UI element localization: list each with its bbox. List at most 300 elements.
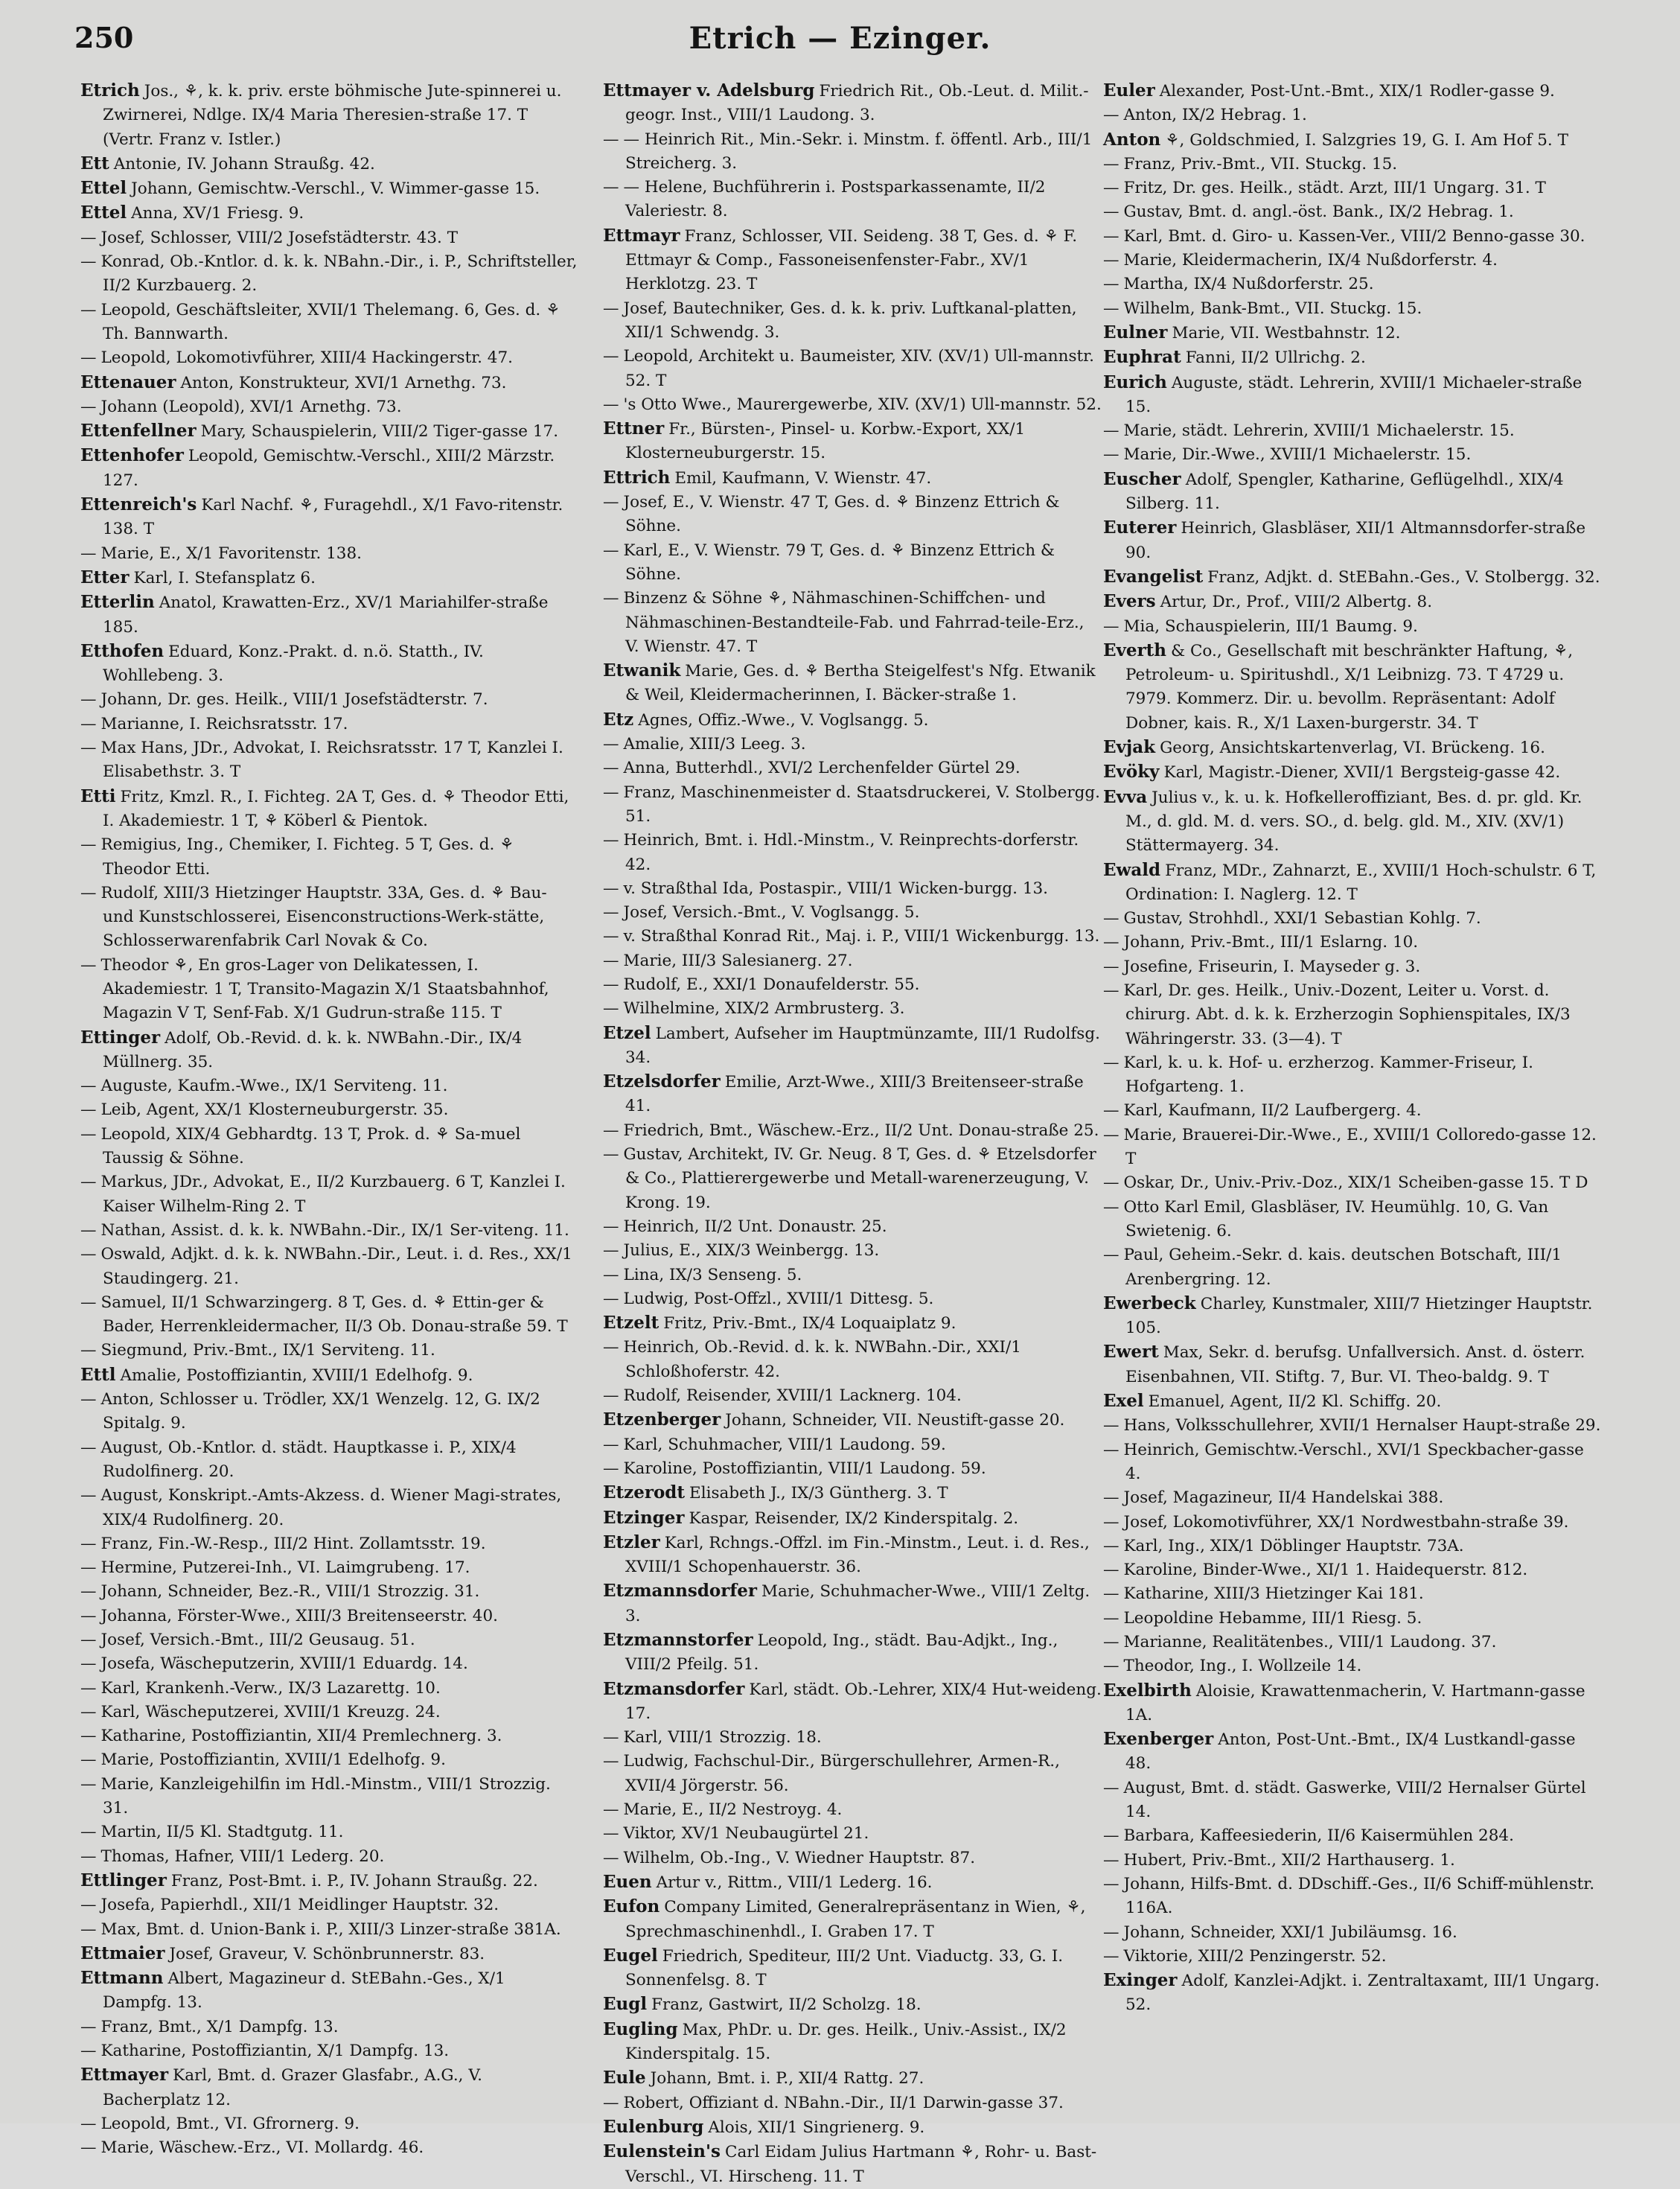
entry-text: Fritz, Priv.-Bmt., IX/4 Loquaiplatz 9.: [663, 1314, 956, 1334]
entry-dash: —: [1103, 1512, 1120, 1532]
directory-entry: [80, 1966, 579, 2016]
directory-entry: [1103, 565, 1602, 590]
entry-text: Eduard, Konz.-Prakt. d. n.ö. Statth., IV. Wohllebeng. 3.: [103, 642, 484, 686]
entry-text: v. Straßthal Konrad Rit., Maj. i. P., VIII/1 Wickenburgg. 13.: [623, 927, 1100, 946]
directory-entry: [1103, 419, 1602, 443]
entry-dash: —: [80, 1823, 97, 1842]
entry-text: Josefine, Friseurin, I. Mayseder g. 3.: [1123, 957, 1421, 976]
directory-entry: [1103, 1873, 1602, 1921]
entry-text: Anatol, Krawatten-Erz., XV/1 Mariahilfer-straße 185.: [103, 593, 549, 637]
entry-text: Franz, Maschinenmeister d. Staatsdruckerei, V. Stolbergg. 51.: [623, 783, 1100, 826]
entry-surname: Etzerodt: [603, 1482, 686, 1503]
entry-text: Franz, Gastwirt, II/2 Scholzg. 18.: [651, 1995, 922, 2015]
entry-dash: —: [80, 1654, 97, 1674]
directory-entry: [1103, 590, 1602, 614]
directory-entry: [603, 997, 1102, 1021]
entry-text: Johann, Schneider, Bez.-R., VIII/1 Strozzig. 31.: [100, 1582, 480, 1602]
entry-dash: —: [80, 1100, 97, 1120]
entry-dash: —: [1103, 1440, 1120, 1459]
entry-dash: —: [80, 835, 97, 855]
entry-dash: —: [80, 252, 97, 272]
entry-dash: —: [603, 178, 619, 197]
entry-text: Fanni, II/2 Ullrichg. 2.: [1185, 348, 1366, 368]
entry-surname: Ettenauer: [80, 372, 176, 392]
entry-text: Karoline, Postoffiziantin, VIII/1 Laudong. 59.: [623, 1459, 986, 1478]
entry-dash: —: [603, 130, 619, 149]
directory-entry: [80, 1918, 579, 1942]
entry-text: Rudolf, XIII/3 Hietzinger Hauptstr. 33A, Ges. d. ⚘ Bau- und Kunstschlosserei, Eisenconstructions-Werk-stätte, Schlosserwarenfabrik Carl Novak & Co.: [100, 883, 547, 951]
directory-entry: [1103, 1243, 1602, 1292]
entry-text: Amalie, XIII/3 Leeg. 3.: [623, 735, 806, 754]
directory-entry: [1103, 79, 1602, 103]
entry-text: Viktorie, XIII/2 Penzingerstr. 52.: [1123, 1946, 1387, 1966]
entry-text: Friedrich Rit., Ob.-Leut. d. Milit.-geogr. Inst., VIII/1 Laudong. 3.: [625, 82, 1089, 125]
entry-surname: Ettmann: [80, 1968, 164, 1989]
directory-entry: [80, 79, 579, 152]
entry-dash: —: [80, 1534, 97, 1553]
directory-entry: [80, 1580, 579, 1604]
entry-text: Karl, städt. Ob.-Lehrer, XIX/4 Hut-weideng. 17.: [625, 1680, 1102, 1723]
entry-text: Charley, Kunstmaler, XIII/7 Hietzinger Hauptstr. 105.: [1125, 1294, 1593, 1338]
entry-text: Leopold, Bmt., VI. Gfrornerg. 9.: [100, 2114, 360, 2133]
entry-dash: —: [603, 2093, 619, 2112]
entry-text: Otto Karl Emil, Glasbläser, IV. Heumühlg. 10, G. Van Swietenig. 6.: [1123, 1197, 1549, 1240]
entry-text: August, Ob.-Kntlor. d. städt. Hauptkasse i. P., XIX/4 Rudolfinerg. 20.: [100, 1438, 517, 1481]
directory-entry: [80, 1532, 579, 1556]
directory-entry: [80, 1677, 579, 1701]
directory-entry: [80, 346, 579, 370]
directory-entry: [603, 1215, 1102, 1239]
directory-entry: [1103, 1607, 1602, 1631]
entry-text: Katharine, Postoffiziantin, X/1 Dampfg. 13.: [100, 2042, 450, 2061]
entry-text: Josef, Versich.-Bmt., III/2 Geusaug. 51.: [100, 1631, 415, 1649]
entry-dash: —: [603, 927, 619, 946]
entry-text: Johann, Dr. ges. Heilk., VIII/1 Josefstädterstr. 7.: [100, 690, 488, 710]
entry-surname: Ettner: [603, 418, 665, 439]
entry-text: Theodor ⚘, En gros-Lager von Delikatessen, I. Akademiestr. 1 T, Transito-Magazin X/1 Staatsbahnhof, Magazin V T, Senf-Fab. X/1 Gudrun-straße 115. T: [100, 955, 549, 1023]
entry-surname: Ettinger: [80, 1027, 161, 1048]
entry-dash: —: [80, 1606, 97, 1625]
entry-surname: Ettenhofer: [80, 445, 184, 466]
entry-dash: —: [1103, 933, 1120, 952]
directory-entry: [80, 1026, 579, 1075]
entry-dash: —: [80, 1702, 97, 1721]
entry-surname: Evangelist: [1103, 566, 1204, 587]
directory-entry: [603, 949, 1102, 973]
directory-entry: [1103, 1196, 1602, 1244]
entry-dash: —: [1103, 1416, 1120, 1436]
entry-dash: —: [80, 1293, 97, 1312]
entry-text: Max, Bmt. d. Union-Bank i. P., XIII/3 Linzer-straße 381A.: [100, 1919, 561, 1939]
entry-text: Samuel, II/1 Schwarzingerg. 8 T, Ges. d. ⚘ Ettin-ger & Bader, Herrenkleidermacher, II/3 Ob. Donau-straße 59. T: [100, 1293, 568, 1336]
entry-text: Josef, Bautechniker, Ges. d. k. k. priv. Luftkanal-platten, XII/1 Schwendg. 3.: [623, 299, 1077, 342]
entry-surname: Ettmaier: [80, 1943, 165, 1963]
entry-text: Karl, E., V. Wienstr. 79 T, Ges. d. ⚘ Binzenz Ettrich & Söhne.: [623, 541, 1055, 584]
entry-text: Marie, E., X/1 Favoritenstr. 138.: [100, 544, 362, 563]
entry-surname: Eulenstein's: [603, 2141, 721, 2162]
entry-text: Aloisie, Krawattenmacherin, V. Hartmann-gasse 1A.: [1125, 1681, 1585, 1724]
directory-entry: [603, 587, 1102, 659]
entry-text: Max Hans, JDr., Advokat, I. Reichsratsstr. 17 T, Kanzlei I. Elisabethstr. 3. T: [100, 739, 563, 782]
directory-entry: [80, 2136, 579, 2160]
directory-entry: [1103, 443, 1602, 467]
entry-text: Fritz, Kmzl. R., I. Fichteg. 2A T, Ges. d. ⚘ Theodor Etti, I. Akademiestr. 1 T, ⚘ Köberl & Pientok.: [103, 787, 569, 830]
entry-text: Adolf, Spengler, Katharine, Geflügelhdl., XIX/4 Silberg. 11.: [1125, 470, 1564, 514]
entry-text: Karl, Kaufmann, II/2 Laufbergerg. 4.: [1123, 1101, 1422, 1121]
directory-entry: [603, 1457, 1102, 1481]
directory-entry: [603, 224, 1102, 297]
directory-entry: [80, 2063, 579, 2112]
entry-text: Auguste, Kaufm.-Wwe., IX/1 Serviteng. 11.: [100, 1077, 448, 1096]
entry-text: Markus, JDr., Advokat, E., II/2 Kurzbauerg. 6 T, Kanzlei I. Kaiser Wilhelm-Ring 2. T: [100, 1173, 566, 1216]
entry-surname: Ettlinger: [80, 1870, 167, 1890]
directory-entry: [80, 1845, 579, 1869]
entry-text: Martin, II/5 Kl. Stadtgutg. 11.: [100, 1823, 344, 1842]
entry-surname: Ewert: [1103, 1342, 1159, 1363]
entry-text: Martha, IX/4 Nußdorferstr. 25.: [1123, 275, 1374, 294]
directory-entry: [80, 176, 579, 201]
entry-dash: —: [1103, 1125, 1120, 1144]
entry-text: Heinrich, Ob.-Revid. d. k. k. NWBahn.-Dir., XXI/1 Schloßhoferstr. 42.: [623, 1338, 1021, 1381]
entry-dash: —: [80, 1341, 97, 1360]
directory-entry: [603, 1408, 1102, 1433]
entry-text: Josef, Graveur, V. Schönbrunnerstr. 83.: [169, 1944, 485, 1963]
entry-dash: —: [80, 1220, 97, 1240]
entry-text: Viktor, XV/1 Neubaugürtel 21.: [623, 1824, 869, 1844]
entry-dash: —: [603, 1824, 619, 1844]
entry-text: Binzenz & Söhne ⚘, Nähmaschinen-Schiffchen- und Nähmaschinen-Bestandteile-Fab. und Fahrrad-teile-Erz., V. Wienstr. 47. T: [623, 589, 1085, 656]
entry-surname: Etz: [603, 709, 634, 730]
directory-entry: [1103, 907, 1602, 931]
entry-dash: —: [80, 1245, 97, 1264]
entry-surname: Etter: [80, 567, 130, 587]
entry-text: Ludwig, Post-Offzl., XVIII/1 Dittesg. 5.: [623, 1289, 934, 1308]
entry-text: Friedrich, Spediteur, III/2 Unt. Viaductg. 33, G. I. Sonnenfelsg. 8. T: [625, 1946, 1064, 1990]
entry-text: Ludwig, Fachschul-Dir., Bürgerschullehrer, Armen-R., XVII/4 Jörgerstr. 56.: [623, 1752, 1060, 1795]
entry-surname: Etzmannstorfer: [603, 1630, 753, 1650]
entry-text: Franz, Schlosser, VII. Seideng. 38 T, Ges. d. ⚘ F. Ettmayr & Comp., Fassoneisenfenster-Fabr., XV/1 Herklotzg. 23. T: [625, 226, 1078, 294]
entry-text: Franz, Priv.-Bmt., VII. Stuckg. 15.: [1123, 154, 1398, 173]
directory-entry: [80, 152, 579, 176]
entry-text: Amalie, Postoffiziantin, XVIII/1 Edelhofg. 9.: [120, 1366, 473, 1385]
entry-text: Johann, Hilfs-Bmt. d. DDschiff.-Ges., II/6 Schiff-mühlenstr. 116A.: [1123, 1874, 1595, 1918]
entry-dash: —: [603, 589, 619, 608]
entry-dash: —: [603, 903, 619, 923]
directory-entry: [80, 785, 579, 834]
directory-entry: [80, 1748, 579, 1772]
directory-entry: [80, 1170, 579, 1219]
entry-dash: —: [603, 879, 619, 898]
directory-entry: [1103, 1389, 1602, 1414]
entry-dash: —: [603, 1459, 619, 1478]
directory-entry: [603, 733, 1102, 756]
entry-dash: —: [80, 1847, 97, 1866]
directory-entry: [80, 954, 579, 1026]
directory-entry: [603, 1870, 1102, 1895]
entry-dash: —: [1103, 251, 1120, 270]
directory-entry: [603, 2066, 1102, 2091]
entry-dash: —: [603, 541, 619, 560]
directory-entry: [603, 925, 1102, 949]
entry-text: Wilhelm, Bank-Bmt., VII. Stuckg. 15.: [1123, 299, 1422, 318]
entry-surname: Ettmayer: [80, 2065, 169, 2086]
directory-entry: [80, 2039, 579, 2063]
entry-text: Marie, städt. Lehrerin, XVIII/1 Michaelerstr. 15.: [1123, 421, 1515, 441]
directory-entry: [1103, 1921, 1602, 1945]
entry-dash: —: [80, 1124, 97, 1144]
directory-entry: [1103, 249, 1602, 273]
entry-text: Josef, Schlosser, VIII/2 Josefstädterstr. 43. T: [100, 228, 459, 247]
entry-text: Marie, Schuhmacher-Wwe., VIII/1 Zeltg. 3.: [625, 1582, 1090, 1625]
entry-dash: —: [603, 735, 619, 754]
entry-text: Remigius, Ing., Chemiker, I. Fichteg. 5 T, Ges. d. ⚘ Theodor Etti.: [100, 835, 514, 879]
directory-entry: [1103, 345, 1602, 370]
entry-text: Katharine, Postoffiziantin, XII/4 Premlechnerg. 3.: [100, 1727, 502, 1746]
directory-entry: [603, 79, 1102, 128]
entry-dash: —: [603, 951, 619, 970]
entry-text: Karl, Bmt. d. Grazer Glasfabr., A.G., V. Bacherplatz 12.: [103, 2066, 482, 2109]
entry-surname: Evjak: [1103, 737, 1156, 758]
directory-entry: [603, 1287, 1102, 1311]
entry-dash: —: [80, 1582, 97, 1602]
entry-text: ⚘, Goldschmied, I. Salzgries 19, G. I. Am Hof 5. T: [1165, 130, 1568, 150]
entry-dash: —: [80, 1750, 97, 1770]
entry-text: Katharine, XIII/3 Hietzinger Kai 181.: [1123, 1584, 1424, 1604]
entry-text: August, Bmt. d. städt. Gaswerke, VIII/2 Hernalser Gürtel 14.: [1123, 1778, 1586, 1822]
directory-entry: [603, 1311, 1102, 1336]
directory-entry: [80, 1098, 579, 1122]
entry-dash: —: [1103, 1826, 1120, 1846]
entry-text: Robert, Offiziant d. NBahn.-Dir., II/1 Darwin-gasse 37.: [623, 2093, 1064, 2112]
directory-entry: [603, 1798, 1102, 1822]
directory-entry: [1103, 153, 1602, 176]
entry-dash: —: [603, 1752, 619, 1771]
directory-entry: [1103, 516, 1602, 565]
entry-surname: Ettel: [80, 203, 127, 223]
entry-text: Leopold, Lokomotivführer, XIII/4 Hackingerstr. 47.: [100, 348, 513, 368]
entry-text: Karl, k. u. k. Hof- u. erzherzog. Kammer-Friseur, I. Hofgarteng. 1.: [1123, 1053, 1533, 1097]
entry-surname: Ettenreich's: [80, 494, 197, 515]
directory-entry: [1103, 371, 1602, 420]
directory-entry: [80, 2016, 579, 2039]
directory-entry: [1103, 1535, 1602, 1558]
entry-text: Alexander, Post-Unt.-Bmt., XIX/1 Rodler-gasse 9.: [1159, 82, 1555, 101]
entry-surname: Ettmayr: [603, 225, 680, 246]
directory-entry: [603, 393, 1102, 417]
directory-entry: [603, 1847, 1102, 1870]
entry-surname: Etti: [80, 786, 116, 806]
directory-entry: [603, 1822, 1102, 1846]
entry-dash: —: [603, 1386, 619, 1406]
directory-entry: [603, 2115, 1102, 2140]
entry-text: Karl, Krankenh.-Verw., IX/3 Lazarettg. 10.: [100, 1678, 441, 1698]
directory-entry: [1103, 128, 1602, 153]
entry-text: Johanna, Förster-Wwe., XIII/3 Breitenseerstr. 40.: [100, 1606, 499, 1625]
entry-text: Heinrich, Glasbläser, XII/1 Altmannsdorfer-straße 90.: [1125, 519, 1586, 562]
directory-entry: [1103, 1438, 1602, 1487]
entry-text: Leopold, Ing., städt. Bau-Adjkt., Ing., VIII/2 Pfeilg. 51.: [625, 1631, 1058, 1675]
entry-text: Marie, III/3 Salesianerg. 27.: [623, 951, 853, 970]
entry-dash: —: [1103, 1922, 1120, 1942]
entry-dash: —: [80, 1631, 97, 1649]
directory-entry: [80, 1484, 579, 1532]
entry-text: Rudolf, Reisender, XVIII/1 Lacknerg. 104.: [623, 1386, 962, 1406]
entry-surname: Etzelt: [603, 1313, 659, 1334]
directory-entry: [80, 1701, 579, 1724]
entry-surname: Eule: [603, 2068, 646, 2088]
directory-entry: [80, 882, 579, 954]
entry-text: Johann, Gemischtw.-Verschl., V. Wimmer-gasse 15.: [131, 179, 540, 199]
entry-surname: Etterlin: [80, 592, 155, 613]
entry-dash: —: [80, 955, 97, 975]
entry-dash: —: [603, 831, 619, 850]
entry-dash: —: [1103, 179, 1120, 198]
entry-dash: —: [603, 1728, 619, 1747]
entry-text: v. Straßthal Ida, Postaspir., VIII/1 Wicken-burgg. 13.: [623, 879, 1049, 898]
entry-dash: —: [1103, 616, 1120, 636]
entry-dash: —: [80, 544, 97, 563]
entry-dash: —: [603, 1289, 619, 1308]
entry-surname: Eurich: [1103, 372, 1167, 392]
directory-entry: [80, 1605, 579, 1628]
directory-entry: [1103, 858, 1602, 908]
directory-entry: [603, 491, 1102, 539]
entry-dash: —: [80, 714, 97, 733]
entry-text: 's Otto Wwe., Maurergewerbe, XIV. (XV/1) Ull-mannstr. 52.: [623, 395, 1102, 414]
entry-dash: —: [80, 2114, 97, 2133]
directory-entry: [603, 973, 1102, 997]
directory-entry: [1103, 1777, 1602, 1825]
directory-entry: [603, 1677, 1102, 1727]
entry-text: Franz, MDr., Zahnarzt, E., XVIII/1 Hoch-schulstr. 6 T, Ordination: I. Naglerg. 12. T: [1125, 861, 1597, 904]
entry-dash: —: [1103, 226, 1120, 246]
directory-entry: [80, 1724, 579, 1748]
entry-dash: —: [603, 783, 619, 802]
entry-text: Johann, Bmt. i. P., XII/4 Rattg. 27.: [650, 2069, 924, 2088]
entry-surname: Etwanik: [603, 660, 681, 681]
directory-entry: [1103, 321, 1602, 345]
entry-text: Carl Eidam Julius Hartmann ⚘, Rohr- u. Bast-Verschl., VI. Hirscheng. 11. T: [625, 2143, 1097, 2186]
running-title: Etrich — Ezinger.: [689, 21, 991, 56]
entry-dash: —: [80, 300, 97, 319]
directory-entry: [603, 1119, 1102, 1143]
entry-text: Hans, Volksschullehrer, XVII/1 Hernalser Haupt-straße 29.: [1123, 1416, 1601, 1436]
entry-text: Heinrich, II/2 Unt. Donaustr. 25.: [623, 1217, 887, 1236]
directory-entry: [1103, 1340, 1602, 1389]
entry-text: Adolf, Kanzlei-Adjkt. i. Zentraltaxamt, III/1 Ungarg. 52.: [1125, 1972, 1600, 2015]
directory-entry: [1103, 225, 1602, 249]
entry-dash: —: [1103, 1561, 1120, 1580]
entry-dash: —: [80, 348, 97, 368]
directory-entry: [603, 1944, 1102, 1993]
directory-entry: [1103, 1727, 1602, 1777]
page-header: [0, 21, 1680, 67]
directory-entry: [603, 1384, 1102, 1408]
entry-text: Karl, Rchngs.-Offzl. im Fin.-Minstm., Leut. i. d. Res., XVIII/1 Schopenhauerstr. 36.: [625, 1533, 1090, 1577]
entry-text: Marie, Kanzleigehilfin im Hdl.-Minstm., VIII/1 Strozzig. 31.: [100, 1774, 551, 1818]
column-3: [1103, 79, 1602, 2104]
entry-dash: —: [1103, 421, 1120, 441]
entry-text: Mia, Schauspielerin, III/1 Baumg. 9.: [1123, 616, 1418, 636]
directory-entry: [1103, 1969, 1602, 2018]
entry-dash: —: [1103, 1874, 1120, 1893]
entry-text: August, Konskript.-Amts-Akzess. d. Wiener Magi-strates, XIX/4 Rudolfinerg. 20.: [100, 1486, 562, 1529]
directory-entry: [603, 659, 1102, 708]
entry-surname: Ettel: [80, 178, 127, 199]
directory-entry: [603, 345, 1102, 393]
entry-surname: Etzler: [603, 1532, 660, 1552]
entry-surname: Ettmayer v. Adelsburg: [603, 80, 815, 101]
entry-text: Julius v., k. u. k. Hofkelleroffiziant, Bes. d. pr. gld. Kr. M., d. gld. M. d. vers. SO., d. belg. gld. M., XIV. (XV/1) Stättermayerg. 34.: [1125, 788, 1582, 855]
directory-entry: [80, 1339, 579, 1363]
entry-text: Fr., Bürsten-, Pinsel- u. Korbw.-Export, XX/1 Klosterneuburgerstr. 15.: [625, 420, 1026, 463]
entry-surname: Evva: [1103, 786, 1148, 807]
directory-entry: [603, 466, 1102, 491]
entry-text: & Co., Gesellschaft mit beschränkter Haftung, ⚘, Petroleum- u. Spiritushdl., X/1 Leibnizg. 73. T 4729 u. 7979. Kommerz. Dir. u. bevollm. Repräsentant: Adolf Dobner, kais. R., X/1 Laxen-burgerstr. 34. T: [1125, 641, 1574, 733]
directory-entry: [603, 1726, 1102, 1750]
entry-text: Emil, Kaufmann, V. Wienstr. 47.: [674, 468, 932, 488]
directory-entry: [1103, 736, 1602, 760]
entry-text: Company Limited, Generalrepräsentanz in Wien, ⚘, Sprechmaschinenhdl., I. Graben 17. T: [625, 1898, 1086, 1941]
entry-text: Marie, VII. Westbahnstr. 12.: [1172, 323, 1401, 342]
directory-entry: [80, 1942, 579, 1966]
entry-dash: —: [603, 1217, 619, 1236]
entry-dash: —: [1103, 1101, 1120, 1121]
entry-dash: —: [1103, 1850, 1120, 1870]
directory-entry: [80, 566, 579, 590]
entry-dash: —: [1103, 1536, 1120, 1555]
entry-surname: Exinger: [1103, 1970, 1178, 1991]
entry-dash: —: [603, 1435, 619, 1454]
entry-text: Marie, Dir.-Wwe., XVIII/1 Michaelerstr. 15.: [1123, 445, 1472, 465]
entry-text: Oskar, Dr., Univ.-Priv.-Doz., XIX/1 Scheiben-gasse 15. T D: [1123, 1173, 1588, 1193]
entry-surname: Etzel: [603, 1022, 651, 1043]
directory-entry: [603, 1070, 1102, 1119]
entry-text: Josefa, Wäscheputzerin, XVIII/1 Eduardg. 14.: [100, 1654, 468, 1674]
directory-entry: [1103, 103, 1602, 127]
entry-surname: Exelbirth: [1103, 1680, 1192, 1701]
directory-entry: [1103, 273, 1602, 296]
directory-entry: [1103, 297, 1602, 321]
entry-dash: —: [1103, 1053, 1120, 1072]
entry-surname: Euterer: [1103, 517, 1177, 538]
entry-dash: —: [80, 1173, 97, 1192]
entry-text: Barbara, Kaffeesiederin, II/6 Kaisermühlen 284.: [1123, 1826, 1514, 1846]
entry-text: Marie, Wäschew.-Erz., VI. Mollardg. 46.: [100, 2138, 424, 2158]
entry-surname: Eulner: [1103, 322, 1168, 342]
entry-dash: —: [1103, 1657, 1120, 1676]
entry-text: Marie, Postoffiziantin, XVIII/1 Edelhofg. 9.: [100, 1750, 446, 1770]
entry-text: Gustav, Strohhdl., XXI/1 Sebastian Kohlg. 7.: [1123, 909, 1481, 928]
directory-entry: [80, 1628, 579, 1652]
entry-text: — Heinrich Rit., Min.-Sekr. i. Minstm. f. öffentl. Arb., III/1 Streicherg. 3.: [623, 130, 1093, 173]
directory-entry: [1103, 931, 1602, 955]
entry-surname: Eufon: [603, 1896, 660, 1917]
entry-text: Anton, Konstrukteur, XVI/1 Arnethg. 73.: [180, 373, 507, 392]
entry-text: Adolf, Ob.-Revid. d. k. k. NWBahn.-Dir., IX/4 Müllnerg. 35.: [103, 1028, 523, 1071]
entry-dash: —: [1103, 981, 1120, 1000]
directory-entry: [603, 1628, 1102, 1677]
entry-text: Karl, Bmt. d. Giro- u. Kassen-Ver., VIII/2 Benno-gasse 30.: [1123, 226, 1585, 246]
entry-text: Karl, Ing., XIX/1 Döblinger Hauptstr. 73A.: [1123, 1536, 1464, 1555]
entry-dash: —: [603, 1145, 619, 1164]
directory-entry: [603, 539, 1102, 587]
entry-text: Johann, Schneider, XXI/1 Jubiläumsg. 16.: [1123, 1922, 1457, 1942]
directory-entry: [1103, 1945, 1602, 1969]
directory-entry: [1103, 1849, 1602, 1873]
entry-dash: —: [1103, 1173, 1120, 1193]
directory-entry: [603, 2140, 1102, 2189]
